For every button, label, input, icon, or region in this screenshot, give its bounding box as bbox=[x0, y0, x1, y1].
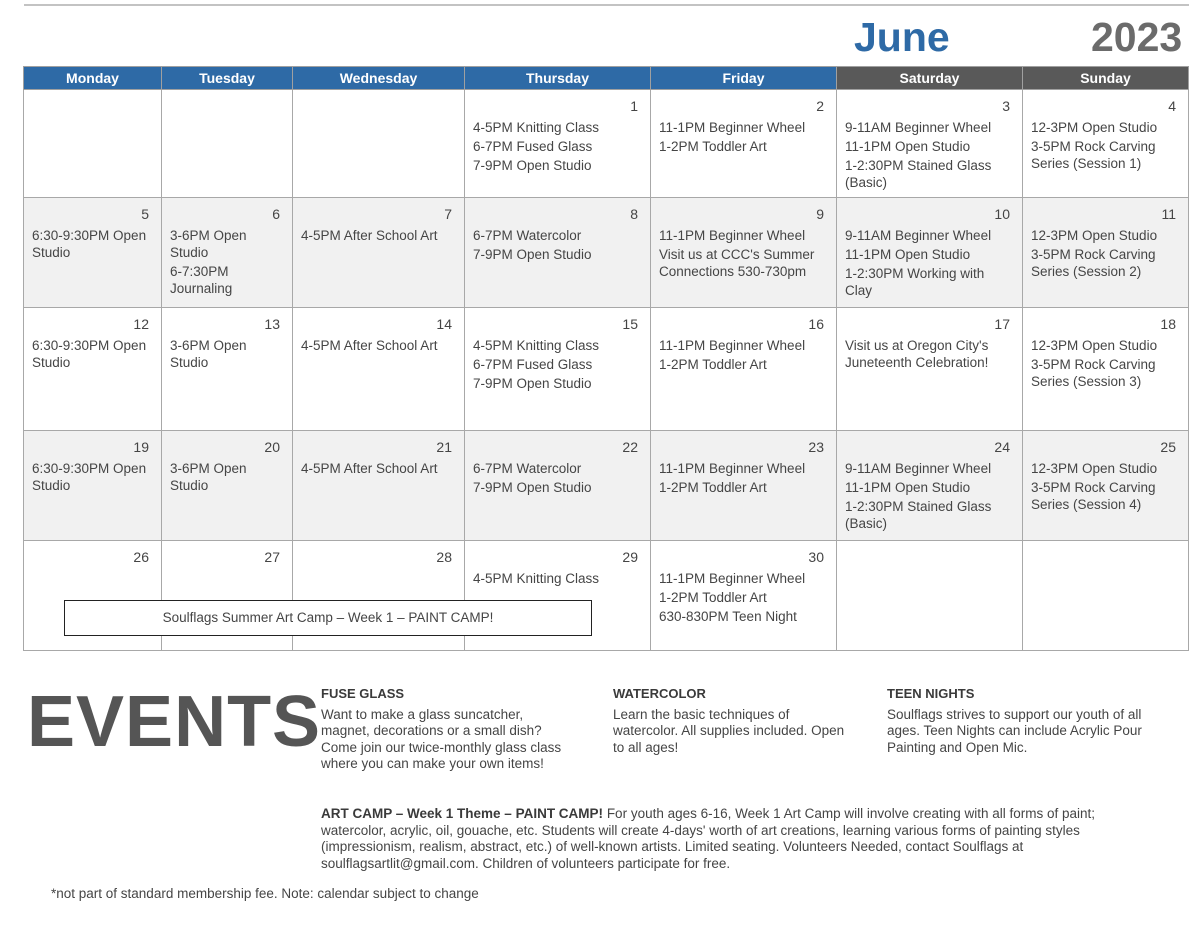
event-item: 7-9PM Open Studio bbox=[473, 247, 592, 262]
day-cell bbox=[651, 431, 837, 541]
day-cell bbox=[293, 198, 465, 308]
day-cell bbox=[24, 198, 162, 308]
day-number: 15 bbox=[622, 316, 638, 332]
weekday-header-wednesday: Wednesday bbox=[293, 67, 465, 90]
day-number: 20 bbox=[264, 439, 280, 455]
watercolor-text: Learn the basic techniques of watercolor. All supplies included. Open to all ages! bbox=[613, 706, 845, 755]
art-camp-info bbox=[321, 806, 1131, 872]
year-title: 2023 bbox=[1091, 14, 1183, 60]
event-item: 630-830PM Teen Night bbox=[659, 609, 797, 624]
day-cell bbox=[651, 308, 837, 431]
day-cell bbox=[1023, 431, 1189, 541]
event-item: 3-6PM Open Studio bbox=[170, 338, 247, 370]
event-item: 6-7PM Fused Glass bbox=[473, 357, 593, 372]
event-list bbox=[24, 223, 161, 261]
event-list bbox=[1023, 566, 1188, 570]
event-item: 1-2PM Toddler Art bbox=[659, 590, 767, 605]
event-list bbox=[24, 566, 161, 570]
event-item: 3-5PM Rock Carving Series (Session 2) bbox=[1031, 247, 1156, 279]
day-cell bbox=[162, 431, 293, 541]
day-cell bbox=[1023, 198, 1189, 308]
event-item: Visit us at CCC's Summer Connections 530-730pm bbox=[659, 247, 815, 279]
event-item: 4-5PM After School Art bbox=[301, 338, 438, 353]
day-number: 24 bbox=[994, 439, 1010, 455]
event-item: 4-5PM Knitting Class bbox=[473, 571, 600, 586]
day-cell bbox=[293, 431, 465, 541]
event-item: 11-1PM Open Studio bbox=[845, 480, 971, 495]
event-item: 7-9PM Open Studio bbox=[473, 376, 592, 391]
event-list bbox=[465, 566, 650, 587]
day-number bbox=[837, 541, 1022, 566]
day-cell bbox=[651, 541, 837, 651]
event-item: 11-1PM Open Studio bbox=[845, 247, 971, 262]
event-item: 4-5PM Knitting Class bbox=[473, 338, 600, 353]
event-item: 11-1PM Open Studio bbox=[845, 139, 971, 154]
day-cell bbox=[465, 431, 651, 541]
event-item: 6-7PM Fused Glass bbox=[473, 139, 593, 154]
event-list bbox=[837, 333, 1022, 371]
day-number bbox=[1023, 541, 1188, 566]
day-cell bbox=[651, 198, 837, 308]
day-number: 10 bbox=[994, 206, 1010, 222]
day-number: 7 bbox=[444, 206, 452, 222]
day-number bbox=[162, 90, 292, 115]
event-item: 3-6PM Open Studio bbox=[170, 461, 247, 493]
event-list bbox=[465, 223, 650, 263]
event-list bbox=[293, 456, 464, 477]
day-cell bbox=[465, 308, 651, 431]
event-list bbox=[837, 223, 1022, 299]
event-list bbox=[293, 115, 464, 119]
day-number: 11 bbox=[1161, 206, 1176, 222]
day-number: 12 bbox=[133, 316, 149, 332]
day-cell bbox=[24, 90, 162, 198]
event-list bbox=[162, 456, 292, 494]
event-item: 9-11AM Beginner Wheel bbox=[845, 120, 992, 135]
day-number: 1 bbox=[630, 98, 638, 114]
event-item: 6:30-9:30PM Open Studio bbox=[32, 228, 147, 260]
event-list bbox=[837, 115, 1022, 191]
day-cell bbox=[837, 541, 1023, 651]
event-list bbox=[651, 115, 836, 155]
weekday-header-row bbox=[24, 67, 1189, 90]
event-list bbox=[162, 223, 292, 297]
event-list bbox=[24, 115, 161, 119]
event-item: 4-5PM After School Art bbox=[301, 461, 438, 476]
day-number: 27 bbox=[264, 549, 280, 565]
day-number: 18 bbox=[1160, 316, 1176, 332]
weekday-header-sunday: Sunday bbox=[1023, 67, 1189, 90]
event-item: 12-3PM Open Studio bbox=[1031, 338, 1158, 353]
art-camp-title: ART CAMP – Week 1 Theme – PAINT CAMP! bbox=[321, 806, 604, 821]
day-cell bbox=[837, 90, 1023, 198]
fuse-glass-text: Want to make a glass suncatcher, magnet, decorations or a small dish? Come join our twice-monthly glass class where you can make your own items! bbox=[321, 706, 562, 771]
event-item: 1-2:30PM Working with Clay bbox=[845, 266, 985, 298]
day-cell bbox=[293, 90, 465, 198]
event-list bbox=[465, 456, 650, 496]
week-row bbox=[24, 308, 1189, 431]
event-list bbox=[1023, 456, 1188, 513]
event-item: 1-2PM Toddler Art bbox=[659, 480, 767, 495]
event-item: 6:30-9:30PM Open Studio bbox=[32, 338, 147, 370]
event-item: 1-2PM Toddler Art bbox=[659, 357, 767, 372]
event-list bbox=[651, 566, 836, 625]
event-list bbox=[24, 456, 161, 494]
day-cell bbox=[651, 90, 837, 198]
event-item: 11-1PM Beginner Wheel bbox=[659, 571, 806, 586]
day-number: 13 bbox=[264, 316, 280, 332]
event-item: 3-6PM Open Studio bbox=[170, 228, 247, 260]
week-row bbox=[24, 431, 1189, 541]
day-cell bbox=[293, 308, 465, 431]
day-number: 30 bbox=[808, 549, 824, 565]
event-list bbox=[465, 333, 650, 392]
fuse-glass-info bbox=[321, 686, 571, 773]
event-list bbox=[293, 333, 464, 354]
day-cell bbox=[465, 198, 651, 308]
event-item: 6:30-9:30PM Open Studio bbox=[32, 461, 147, 493]
event-list bbox=[651, 223, 836, 280]
event-list bbox=[837, 566, 1022, 570]
event-item: 12-3PM Open Studio bbox=[1031, 228, 1158, 243]
day-cell bbox=[837, 198, 1023, 308]
day-number: 28 bbox=[436, 549, 452, 565]
day-cell bbox=[24, 308, 162, 431]
event-item: 1-2:30PM Stained Glass (Basic) bbox=[845, 158, 992, 190]
day-number: 19 bbox=[133, 439, 149, 455]
day-cell bbox=[1023, 90, 1189, 198]
teen-nights-title: TEEN NIGHTS bbox=[887, 686, 975, 701]
day-number bbox=[293, 90, 464, 115]
month-title: June bbox=[854, 14, 950, 60]
day-number: 17 bbox=[994, 316, 1010, 332]
teen-nights-text: Soulflags strives to support our youth of all ages. Teen Nights can include Acrylic Pour Painting and Open Mic. bbox=[887, 706, 1142, 755]
teen-nights-info bbox=[887, 686, 1157, 756]
day-number: 3 bbox=[1002, 98, 1010, 114]
weekday-header-thursday: Thursday bbox=[465, 67, 651, 90]
art-camp-text: For youth ages 6-16, Week 1 Art Camp will involve creating with all forms of paint; watercolor, acrylic, oil, gouache, etc. Students will create 4-days' worth of art creations, learning various forms of painting styles (impressionism, realism, abstract, etc.) of well-known artists. Limited seating. Volunteers Needed, contact Soulflags at soulflagsartlit@gmail.com. Children of volunteers participate for free. bbox=[321, 806, 1096, 871]
watercolor-info bbox=[613, 686, 853, 756]
event-item: 6-7PM Watercolor bbox=[473, 461, 582, 476]
day-number bbox=[24, 90, 161, 115]
event-item: 11-1PM Beginner Wheel bbox=[659, 228, 806, 243]
day-number: 22 bbox=[622, 439, 638, 455]
weekday-header-saturday: Saturday bbox=[837, 67, 1023, 90]
day-number: 23 bbox=[808, 439, 824, 455]
day-cell bbox=[465, 90, 651, 198]
day-number: 2 bbox=[816, 98, 824, 114]
weekday-header-friday: Friday bbox=[651, 67, 837, 90]
day-cell bbox=[162, 198, 293, 308]
day-cell bbox=[1023, 308, 1189, 431]
day-cell bbox=[162, 308, 293, 431]
event-item: 4-5PM Knitting Class bbox=[473, 120, 600, 135]
day-cell bbox=[162, 90, 293, 198]
footnote: *not part of standard membership fee. Note: calendar subject to change bbox=[51, 886, 479, 901]
event-list bbox=[162, 566, 292, 570]
weekday-header-monday: Monday bbox=[24, 67, 162, 90]
day-cell bbox=[837, 308, 1023, 431]
day-cell bbox=[24, 431, 162, 541]
event-item: 3-5PM Rock Carving Series (Session 4) bbox=[1031, 480, 1156, 512]
event-list bbox=[1023, 333, 1188, 390]
event-item: 12-3PM Open Studio bbox=[1031, 120, 1158, 135]
watercolor-title: WATERCOLOR bbox=[613, 686, 706, 701]
event-list bbox=[293, 566, 464, 570]
event-item: 7-9PM Open Studio bbox=[473, 158, 592, 173]
event-item: 6-7:30PM Journaling bbox=[170, 264, 233, 296]
week-row bbox=[24, 90, 1189, 198]
event-list bbox=[1023, 115, 1188, 172]
event-list bbox=[465, 115, 650, 174]
day-number: 16 bbox=[808, 316, 824, 332]
day-cell bbox=[1023, 541, 1189, 651]
event-item: 3-5PM Rock Carving Series (Session 1) bbox=[1031, 139, 1156, 171]
event-item: 9-11AM Beginner Wheel bbox=[845, 461, 992, 476]
day-number: 9 bbox=[816, 206, 824, 222]
event-list bbox=[24, 333, 161, 371]
day-number: 14 bbox=[436, 316, 452, 332]
event-item: 11-1PM Beginner Wheel bbox=[659, 338, 806, 353]
event-list bbox=[651, 456, 836, 496]
event-item: 7-9PM Open Studio bbox=[473, 480, 592, 495]
day-number: 8 bbox=[630, 206, 638, 222]
event-item: 4-5PM After School Art bbox=[301, 228, 438, 243]
event-list bbox=[162, 333, 292, 371]
event-list bbox=[162, 115, 292, 119]
event-item: 12-3PM Open Studio bbox=[1031, 461, 1158, 476]
calendar-grid bbox=[23, 66, 1189, 651]
event-item: 3-5PM Rock Carving Series (Session 3) bbox=[1031, 357, 1156, 389]
day-number: 4 bbox=[1168, 98, 1176, 114]
day-number: 26 bbox=[133, 549, 149, 565]
events-heading: EVENTS bbox=[27, 682, 322, 762]
day-number: 5 bbox=[141, 206, 149, 222]
weekday-header-tuesday: Tuesday bbox=[162, 67, 293, 90]
day-number: 29 bbox=[622, 549, 638, 565]
week-row bbox=[24, 198, 1189, 308]
event-list bbox=[837, 456, 1022, 532]
day-number: 21 bbox=[436, 439, 452, 455]
top-divider bbox=[24, 4, 1189, 6]
fuse-glass-title: FUSE GLASS bbox=[321, 686, 405, 701]
day-number: 25 bbox=[1160, 439, 1176, 455]
event-item: 9-11AM Beginner Wheel bbox=[845, 228, 992, 243]
event-item: Visit us at Oregon City's Juneteenth Celebration! bbox=[845, 338, 989, 370]
event-item: 11-1PM Beginner Wheel bbox=[659, 461, 806, 476]
camp-banner: Soulflags Summer Art Camp – Week 1 – PAINT CAMP! bbox=[64, 600, 592, 636]
event-item: 1-2:30PM Stained Glass (Basic) bbox=[845, 499, 992, 531]
event-list bbox=[293, 223, 464, 244]
event-item: 11-1PM Beginner Wheel bbox=[659, 120, 806, 135]
event-item: 6-7PM Watercolor bbox=[473, 228, 582, 243]
event-list bbox=[651, 333, 836, 373]
day-number: 6 bbox=[272, 206, 280, 222]
day-cell bbox=[837, 431, 1023, 541]
event-list bbox=[1023, 223, 1188, 280]
event-item: 1-2PM Toddler Art bbox=[659, 139, 767, 154]
